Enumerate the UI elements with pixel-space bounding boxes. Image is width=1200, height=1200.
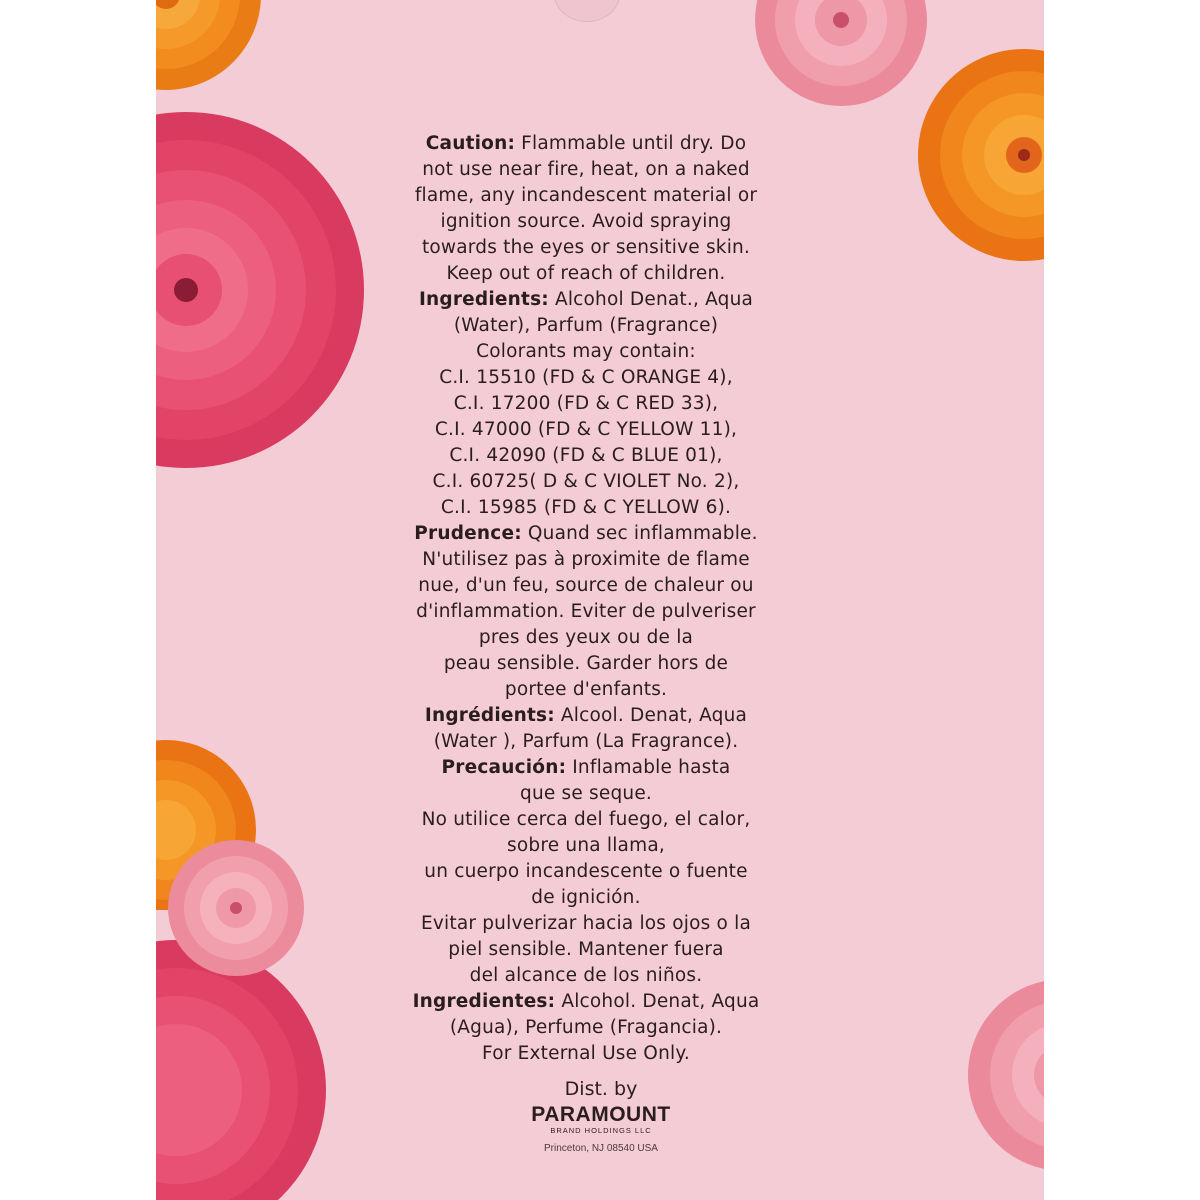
ingredients-line [356,287,816,313]
light-pink-rose-bottom-right [964,975,1044,1175]
brand-logo: PARAMOUNT [531,1103,671,1126]
orange-rose-right [914,45,1044,265]
ingredients-text-line: C.I. 60725( D & C VIOLET No. 2), [432,471,740,492]
precaucion-line [356,755,816,781]
orange-rose-top-left [156,0,266,100]
ingredients-text-line: C.I. 42090 (FD & C BLUE 01), [449,445,723,466]
pink-rose-left-large [156,100,376,480]
prudence-line [356,521,816,547]
dist-by-label: Dist. by [564,1078,638,1100]
caution-first-line: Flammable until dry. Do [521,133,747,154]
pink-rose-bottom-left-large [156,940,346,1200]
prudence-text-line: pres des yeux ou de la [478,627,694,648]
caution-text-line: Keep out of reach of children. [446,263,726,284]
ingredients-fr-heading: Ingrédients: [424,705,555,726]
caution-line [356,131,816,157]
precaucion-heading: Precaución: [441,757,567,778]
ingredients-fr-first-line: Alcool. Denat, Aqua [560,705,748,726]
prudence-text-line: N'utilisez pas à proximite de flame [422,549,750,570]
prudence-text-line: d'inflammation. Eviter de pulveriser [416,601,756,622]
hang-hole [554,0,620,22]
ingredientes-first-line: Alcohol. Denat, Aqua [561,991,760,1012]
precaucion-text-line: Evitar pulverizar hacia los ojos o la [420,913,751,934]
prudence-heading: Prudence: [414,523,522,544]
caution-text-line: not use near fire, heat, on a naked [422,159,750,180]
ingredients-fr-line [356,703,816,729]
precaucion-first-line: Inflamable hasta [572,757,731,778]
ingredientes-line [356,989,816,1015]
ingredientes-text-line: (Agua), Perfume (Fragancia). [449,1017,723,1038]
prudence-first-line: Quand sec inflammable. [527,523,758,544]
caution-text-line: ignition source. Avoid spraying [440,211,732,232]
ingredients-text-line: C.I. 17200 (FD & C RED 33), [453,393,719,414]
distributor-address: Princeton, NJ 08540 USA [544,1143,658,1154]
ingredients-text-line: C.I. 47000 (FD & C YELLOW 11), [434,419,738,440]
caution-text-line: flame, any incandescent material or [414,185,758,206]
brand-subtitle: BRAND HOLDINGS LLC [550,1126,652,1135]
warning-ingredients-text [356,131,816,1067]
caution-heading: Caution: [425,133,516,154]
precaucion-text-line: un cuerpo incandescente o fuente [424,861,748,882]
prudence-text-line: peau sensible. Garder hors de [443,653,729,674]
ingredients-text-line: Colorants may contain: [476,341,696,362]
precaucion-text-line: sobre una llama, [507,835,665,856]
precaucion-text-line: que se seque. [520,783,652,804]
precaucion-text-line: No utilice cerca del fuego, el calor, [421,809,751,830]
ingredients-first-line: Alcohol Denat., Aqua [554,289,754,310]
ingredientes-heading: Ingredientes: [412,991,556,1012]
light-pink-rose-bottom-left [158,838,314,978]
prudence-text-line: nue, d'un feu, source de chaleur ou [418,575,754,596]
precaucion-text-line: piel sensible. Mantener fuera [448,939,724,960]
light-pink-rose-top-right [751,0,931,110]
prudence-text-line: portee d'enfants. [504,679,668,700]
caution-text-line: towards the eyes or sensitive skin. [421,237,751,258]
ingredients-text-line: C.I. 15985 (FD & C YELLOW 6). [440,497,732,518]
product-label-panel [156,0,1044,1200]
distributor-block [456,1076,746,1156]
external-use-line: For External Use Only. [482,1043,690,1064]
ingredients-heading: Ingredients: [418,289,549,310]
precaucion-text-line: del alcance de los niños. [469,965,703,986]
ingredients-text-line: (Water), Parfum (Fragrance) [453,315,719,336]
ingredients-text-line: C.I. 15510 (FD & C ORANGE 4), [439,367,733,388]
precaucion-text-line: de ignición. [531,887,641,908]
ingredients-fr-text-line: (Water ), Parfum (La Fragrance). [433,731,739,752]
